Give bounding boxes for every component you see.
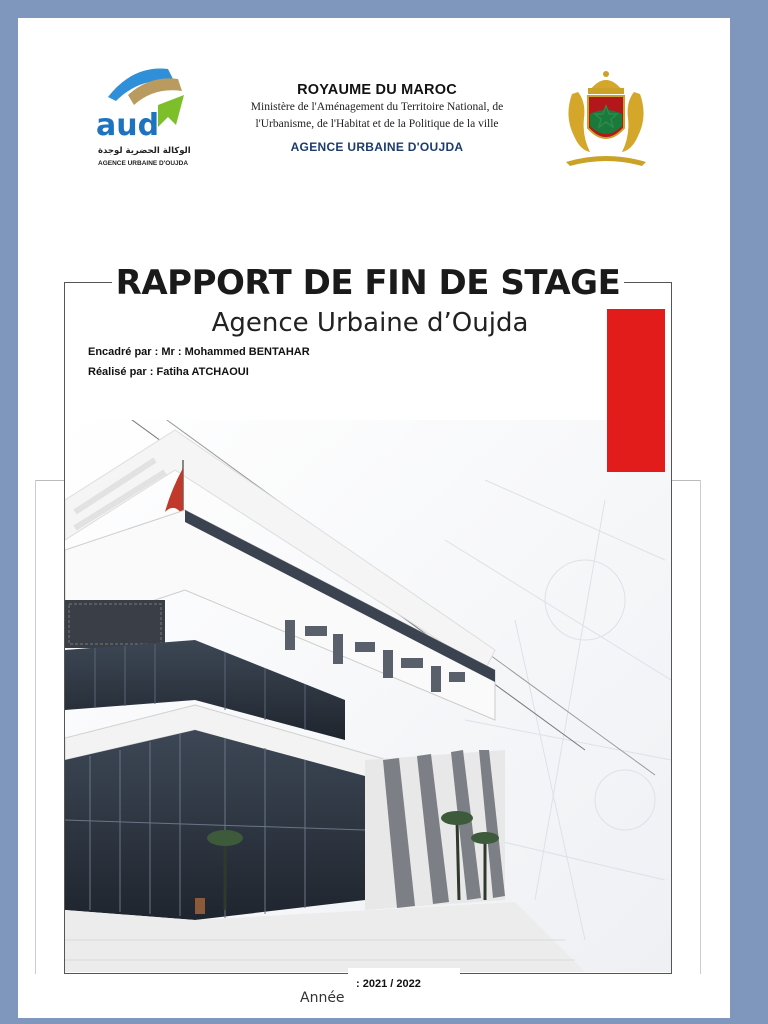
ministry-line-2: l'Urbanisme, de l'Habitat et de la Politique de la ville xyxy=(255,118,499,130)
report-subtitle: Agence Urbaine d’Oujda xyxy=(211,308,529,338)
report-title: RAPPORT DE FIN DE STAGE xyxy=(112,262,624,304)
year-label: Année xyxy=(300,990,345,1006)
academic-year: : 2021 / 2022 xyxy=(356,978,421,990)
agency-logo xyxy=(88,55,208,175)
decorative-line xyxy=(700,480,701,974)
svg-text:الوكالة الحضرية لوجدة: الوكالة الحضرية لوجدة xyxy=(98,146,191,156)
coat-of-arms-emblem xyxy=(560,66,652,168)
svg-text:aud: aud xyxy=(96,108,160,143)
svg-text:AGENCE URBAINE D'OUJDA: AGENCE URBAINE D'OUJDA xyxy=(98,160,189,167)
report-frame xyxy=(671,282,672,974)
ministry-header xyxy=(232,82,522,154)
agency-name: AGENCE URBAINE D'OUJDA xyxy=(290,140,464,154)
supervisor-line: Encadré par : Mr : Mohammed BENTAHAR xyxy=(88,346,310,358)
decorative-line xyxy=(35,480,36,974)
agency-building-photo xyxy=(65,420,671,972)
ministry-line-1: Ministère de l'Aménagement du Territoire National, de xyxy=(250,101,504,113)
kingdom-title: ROYAUME DU MAROC xyxy=(297,82,457,98)
red-accent-block xyxy=(607,309,665,472)
report-frame xyxy=(64,282,65,974)
author-line: Réalisé par : Fatiha ATCHAOUI xyxy=(88,366,249,378)
